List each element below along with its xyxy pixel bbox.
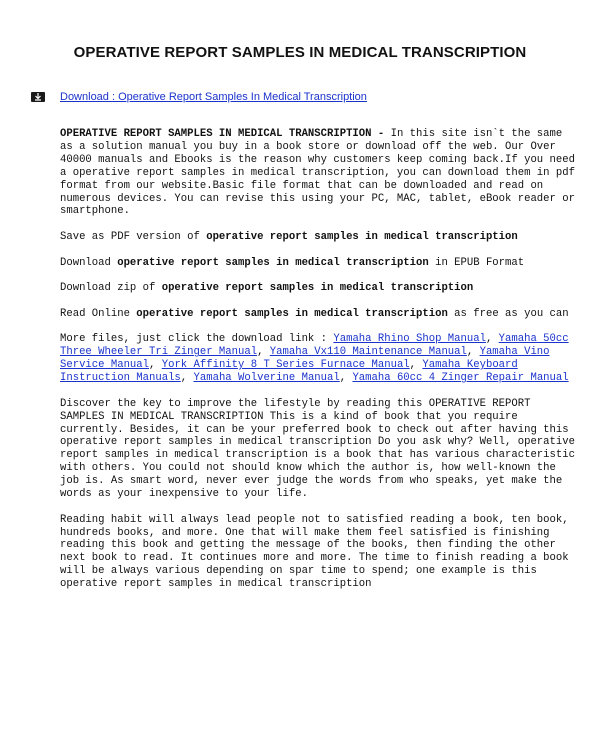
manual-link[interactable]: York Affinity 8 T Series Furnace Manual xyxy=(161,359,410,372)
save-pdf-paragraph xyxy=(60,231,580,244)
manual-link[interactable]: Yamaha Keyboard Instruction Manuals xyxy=(60,359,518,385)
intro-text: In this site isn`t the same as a solution manual you buy in a book store or download off the web. Our Over 40000 manuals and Ebooks is the reason why customers keep coming back.If you need a operative report samples in medical transcription, you can download them in pdf format from our website.Basic file format that can be downloaded and read on numerous devices. You can revise this using your PC, MAC, tablet, eBook reader or smartphone. xyxy=(60,128,575,218)
read-online-bold: operative report samples in medical transcription xyxy=(136,307,448,320)
manual-link[interactable]: Yamaha Rhino Shop Manual xyxy=(333,333,486,346)
manual-link[interactable]: Yamaha 60cc 4 Zinger Repair Manual xyxy=(352,372,569,385)
download-zip-paragraph xyxy=(60,282,580,295)
download-icon[interactable] xyxy=(31,92,45,102)
zip-prefix: Download zip of xyxy=(60,282,162,295)
zip-bold: operative report samples in medical transcription xyxy=(161,282,474,295)
manual-link[interactable]: Yamaha 50cc Three Wheeler Tri Zinger Manual xyxy=(60,333,569,359)
read-online-suffix: as free as you can xyxy=(447,307,569,320)
document-title: OPERATIVE REPORT SAMPLES IN MEDICAL TRANSCRIPTION xyxy=(73,44,527,61)
download-link[interactable]: Download : Operative Report Samples In Medical Transcription xyxy=(60,91,367,103)
more-files-paragraph: More files, just click the download link : Yamaha Rhino Shop Manual, Yamaha 50cc Three Wheeler Tri Zinger Manual, Yamaha Vx110 Maintenance Manual, Yamaha Vino Service Manual, York Affinity 8 T Series Furnace Manual, Yamaha Keyboard Instruction Manuals, Yamaha Wolverine Manual, Yamaha 60cc 4 Zinger Repair Manual xyxy=(60,333,569,385)
intro-bold: OPERATIVE REPORT SAMPLES IN MEDICAL TRANSCRIPTION - xyxy=(60,128,385,140)
intro-paragraph xyxy=(60,128,580,218)
read-online-paragraph xyxy=(60,308,580,321)
save-pdf-prefix: Save as PDF version of xyxy=(60,231,207,244)
download-epub-paragraph xyxy=(60,257,580,270)
more-files-prefix: More files, just click the download link : xyxy=(60,333,334,346)
epub-bold: operative report samples in medical transcription xyxy=(117,256,429,269)
manual-link[interactable]: Yamaha Vx110 Maintenance Manual xyxy=(269,346,467,359)
save-pdf-bold: operative report samples in medical transcription xyxy=(206,231,518,244)
epub-prefix: Download xyxy=(60,256,118,269)
manual-link[interactable]: Yamaha Vino Service Manual xyxy=(60,346,550,372)
document-body xyxy=(60,128,580,604)
manual-link[interactable]: Yamaha Wolverine Manual xyxy=(193,372,340,385)
reading-paragraph: Reading habit will always lead people not to satisfied reading a book, ten book, hundreds books, and more. One that will make them feel satisfied is finishing reading this book and getting the message of the books, then finding the other next book to read. It continues more and more. The time to finish reading a book will be always various depending on spar time to spend; one example is this operative report samples in medical transcription xyxy=(60,513,569,591)
epub-suffix: in EPUB Format xyxy=(428,256,525,269)
read-online-prefix: Read Online xyxy=(60,307,137,320)
discover-paragraph: Discover the key to improve the lifestyle by reading this OPERATIVE REPORT SAMPLES IN MEDICAL TRANSCRIPTION This is a kind of book that you require currently. Besides, it can be your preferred book to check out after having this operative report samples in medical transcription Do you ask why? Well, operative report samples in medical transcription is a book that has various characteristic with others. You could not should know which the author is, how well-known the job is. As smart word, never ever judge the words from who speaks, yet make the words as your inexpensive to your life. xyxy=(60,397,575,501)
